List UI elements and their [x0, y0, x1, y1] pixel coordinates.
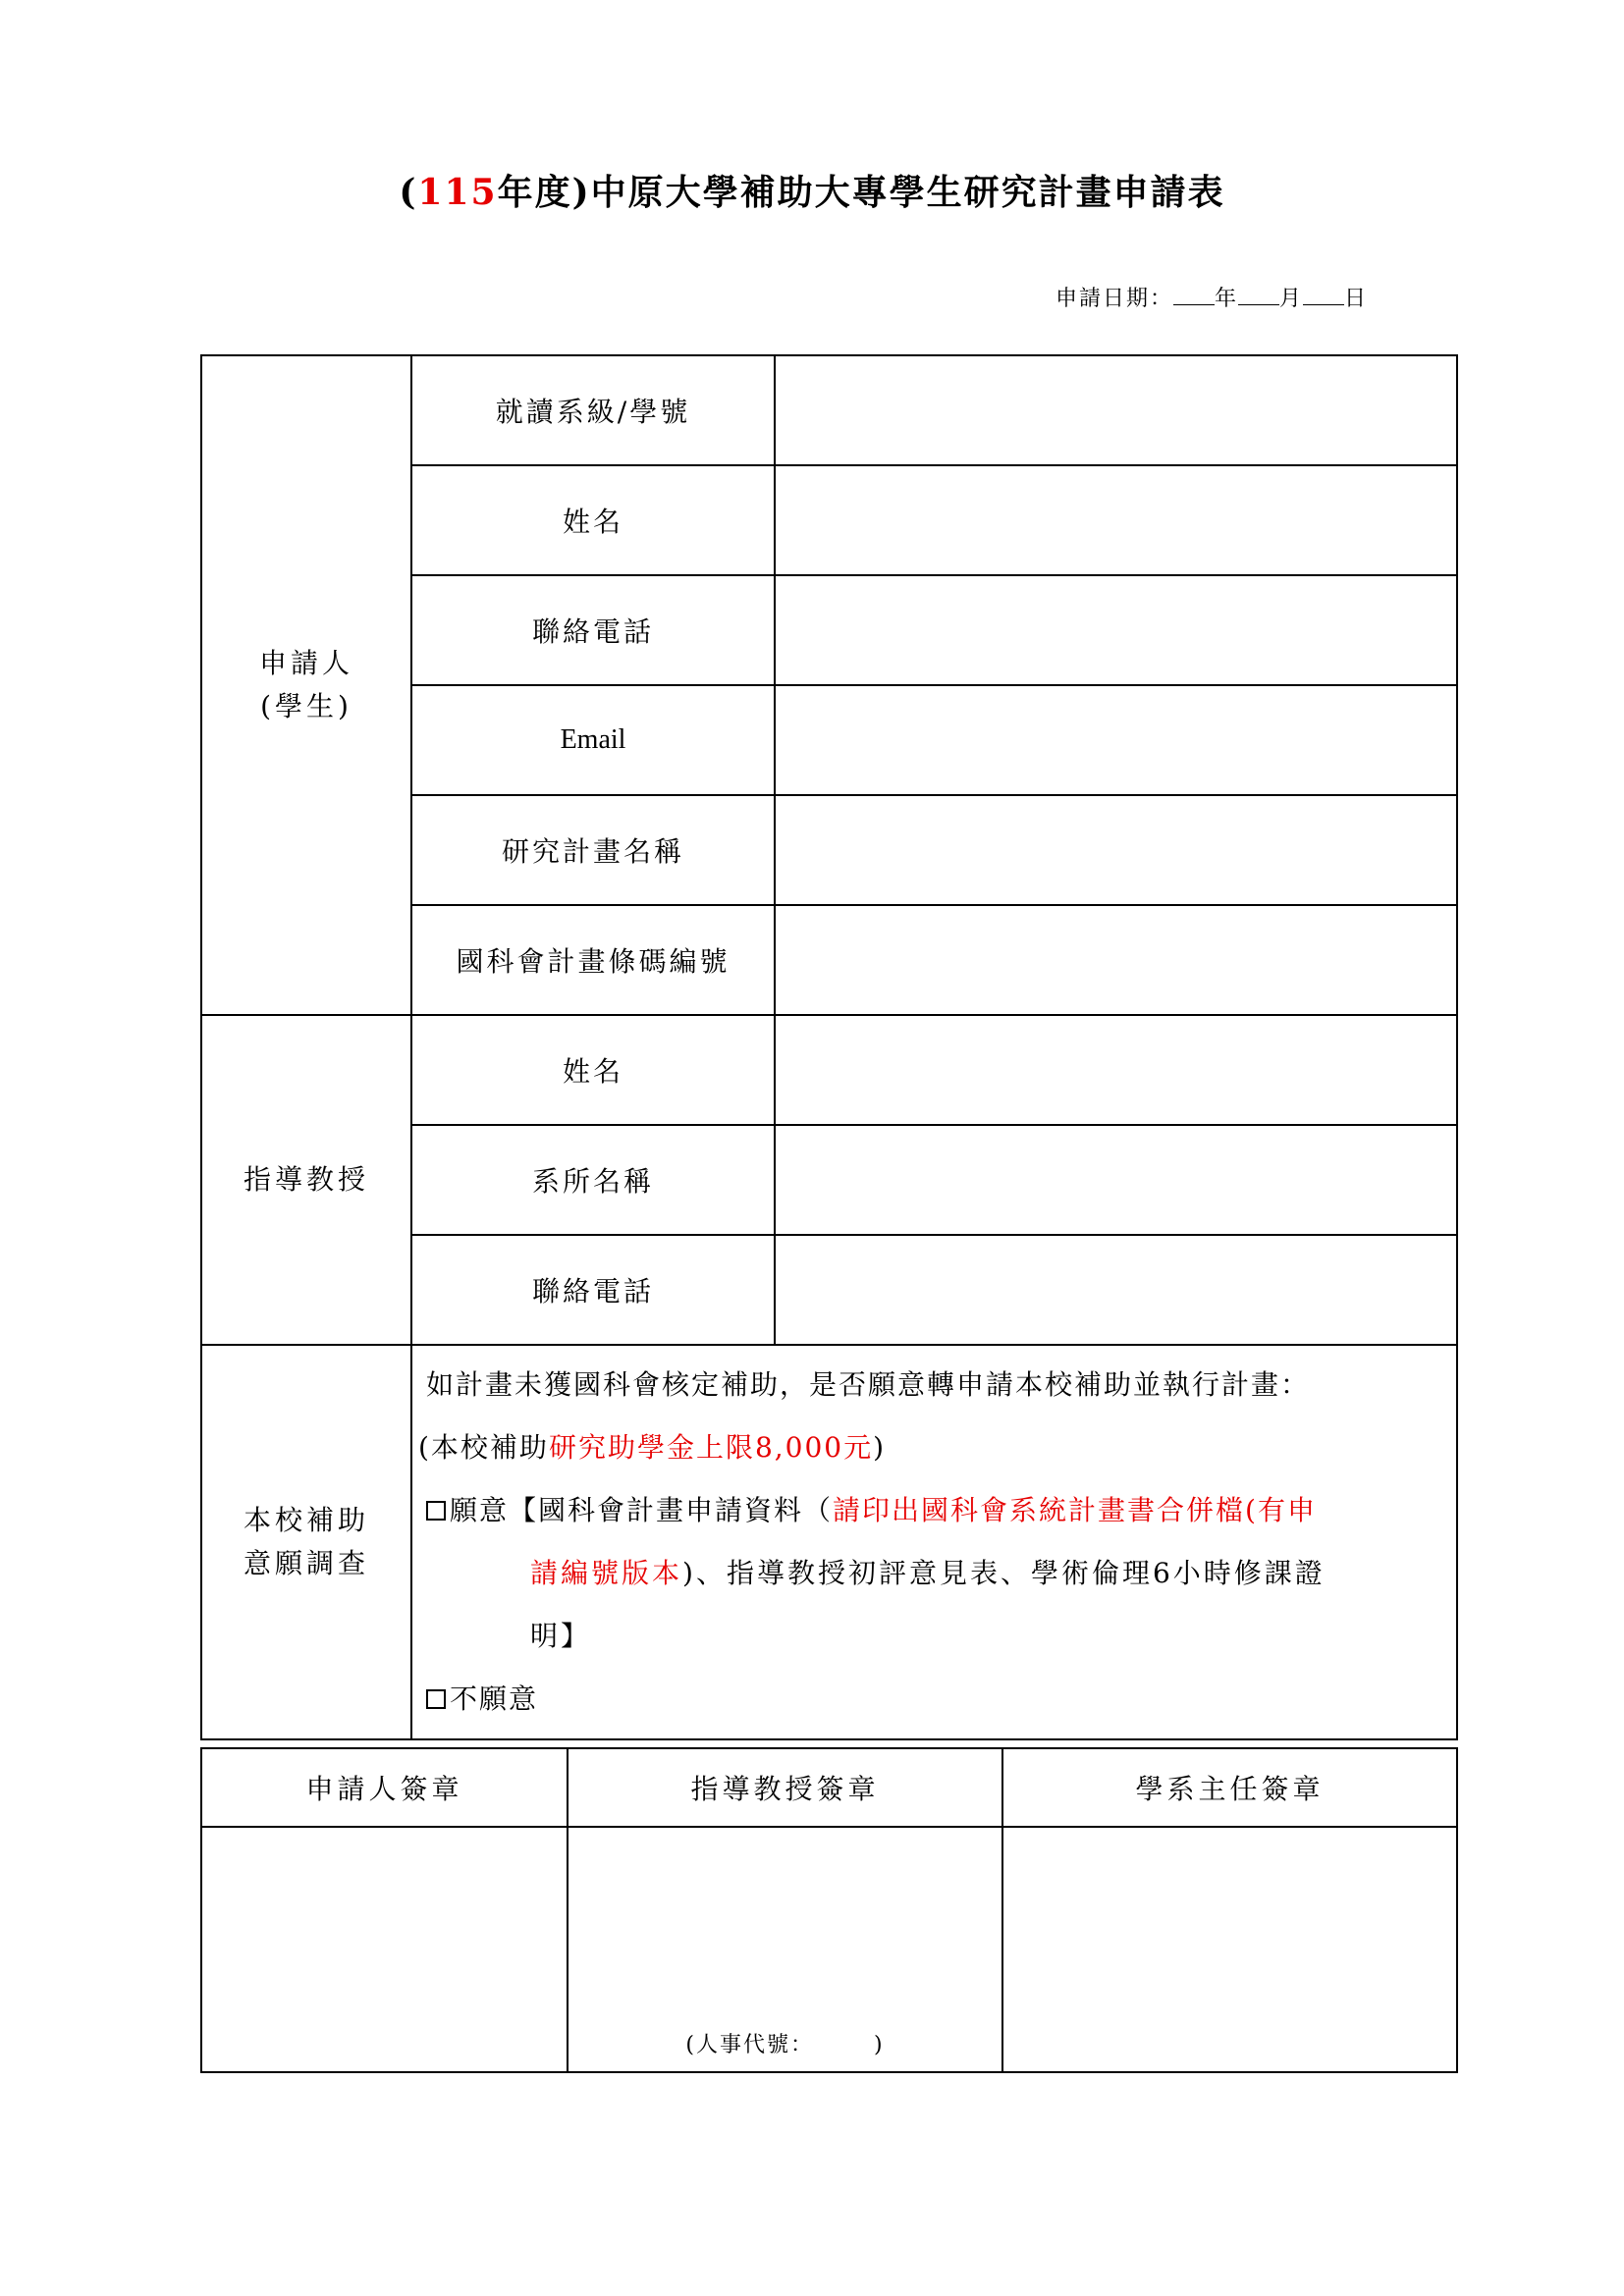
signature-header-row — [201, 1748, 1457, 1827]
signature-row — [201, 1827, 1457, 2072]
advisor-group-cell — [201, 1015, 411, 1345]
subsidy-suffix: ) — [873, 1431, 887, 1464]
unwilling-label: 不願意 — [450, 1682, 539, 1715]
willing-label: 願意【國科會計畫申請資料（ — [450, 1494, 834, 1526]
date-day-blank[interactable] — [1303, 287, 1344, 305]
chair-signature-box[interactable] — [1002, 1827, 1457, 2072]
form-row — [201, 1345, 1457, 1739]
field-label: 系所名稱 — [411, 1125, 775, 1235]
field-label: 姓名 — [411, 465, 775, 575]
field-label: 姓名 — [411, 1015, 775, 1125]
student-email-field[interactable] — [775, 685, 1457, 795]
willing-checkbox[interactable] — [426, 1501, 446, 1521]
title-open-paren: ( — [399, 172, 418, 213]
advisor-signature-box[interactable] — [568, 1827, 1002, 2072]
date-year-blank[interactable] — [1173, 287, 1215, 305]
form-row — [201, 355, 1457, 465]
subsidy-prefix: (本校補助 — [418, 1431, 549, 1464]
survey-group-cell — [201, 1345, 411, 1739]
subsidy-limit: 研究助學金上限8,000元 — [548, 1431, 874, 1464]
subsidy-note — [418, 1416, 1446, 1479]
willing-option-cont — [426, 1542, 1446, 1605]
willing-requirements: )、指導教授初評意見表、學術倫理6小時修課證 — [682, 1557, 1326, 1589]
advisor-department-field[interactable] — [775, 1125, 1457, 1235]
advisor-phone-field[interactable] — [775, 1235, 1457, 1345]
field-label: 國科會計畫條碼編號 — [411, 905, 775, 1015]
page-title — [0, 165, 1624, 215]
survey-content — [411, 1345, 1457, 1739]
project-name-field[interactable] — [775, 795, 1457, 905]
date-day-unit: 日 — [1344, 287, 1369, 311]
title-text: 年度)中原大學補助大專學生研究計畫申請表 — [497, 172, 1225, 213]
willing-red-note-cont: 請編號版本 — [530, 1557, 683, 1589]
survey-group-sublabel: 意願調查 — [243, 1547, 369, 1579]
willing-option-end: 明】 — [530, 1620, 592, 1652]
field-label: 聯絡電話 — [411, 575, 775, 685]
field-label: 就讀系級/學號 — [411, 355, 775, 465]
staff-code-label: (人事代號： ) — [685, 2033, 885, 2057]
chair-signature-header: 學系主任簽章 — [1002, 1748, 1457, 1827]
willing-option — [426, 1479, 1446, 1542]
project-barcode-field[interactable] — [775, 905, 1457, 1015]
application-form-table — [200, 354, 1458, 1740]
applicant-group-cell — [201, 355, 411, 1015]
date-year-unit: 年 — [1215, 287, 1239, 311]
application-date — [1056, 282, 1368, 312]
title-year: 115 — [417, 172, 498, 213]
advisor-signature-header: 指導教授簽章 — [568, 1748, 1002, 1827]
survey-question: 如計畫未獲國科會核定補助，是否願意轉申請本校補助並執行計畫： — [426, 1368, 1311, 1401]
unwilling-option — [426, 1668, 1446, 1731]
signature-table — [200, 1747, 1458, 2073]
department-id-field[interactable] — [775, 355, 1457, 465]
advisor-name-field[interactable] — [775, 1015, 1457, 1125]
student-phone-field[interactable] — [775, 575, 1457, 685]
field-label: 研究計畫名稱 — [411, 795, 775, 905]
field-label: 聯絡電話 — [411, 1235, 775, 1345]
date-month-unit: 月 — [1279, 287, 1304, 311]
field-label: Email — [411, 685, 775, 795]
unwilling-checkbox[interactable] — [426, 1689, 446, 1709]
willing-red-note: 請印出國科會系統計畫書合併檔(有申 — [833, 1494, 1317, 1526]
applicant-group-sublabel: (學生) — [260, 690, 352, 722]
applicant-group-label: 申請人 — [258, 647, 353, 679]
applicant-signature-box[interactable] — [201, 1827, 568, 2072]
student-name-field[interactable] — [775, 465, 1457, 575]
date-label: 申請日期： — [1056, 287, 1174, 311]
applicant-signature-header: 申請人簽章 — [201, 1748, 568, 1827]
advisor-group-label: 指導教授 — [243, 1163, 369, 1196]
form-row — [201, 1015, 1457, 1125]
date-month-blank[interactable] — [1238, 287, 1279, 305]
survey-group-label: 本校補助 — [243, 1504, 369, 1536]
